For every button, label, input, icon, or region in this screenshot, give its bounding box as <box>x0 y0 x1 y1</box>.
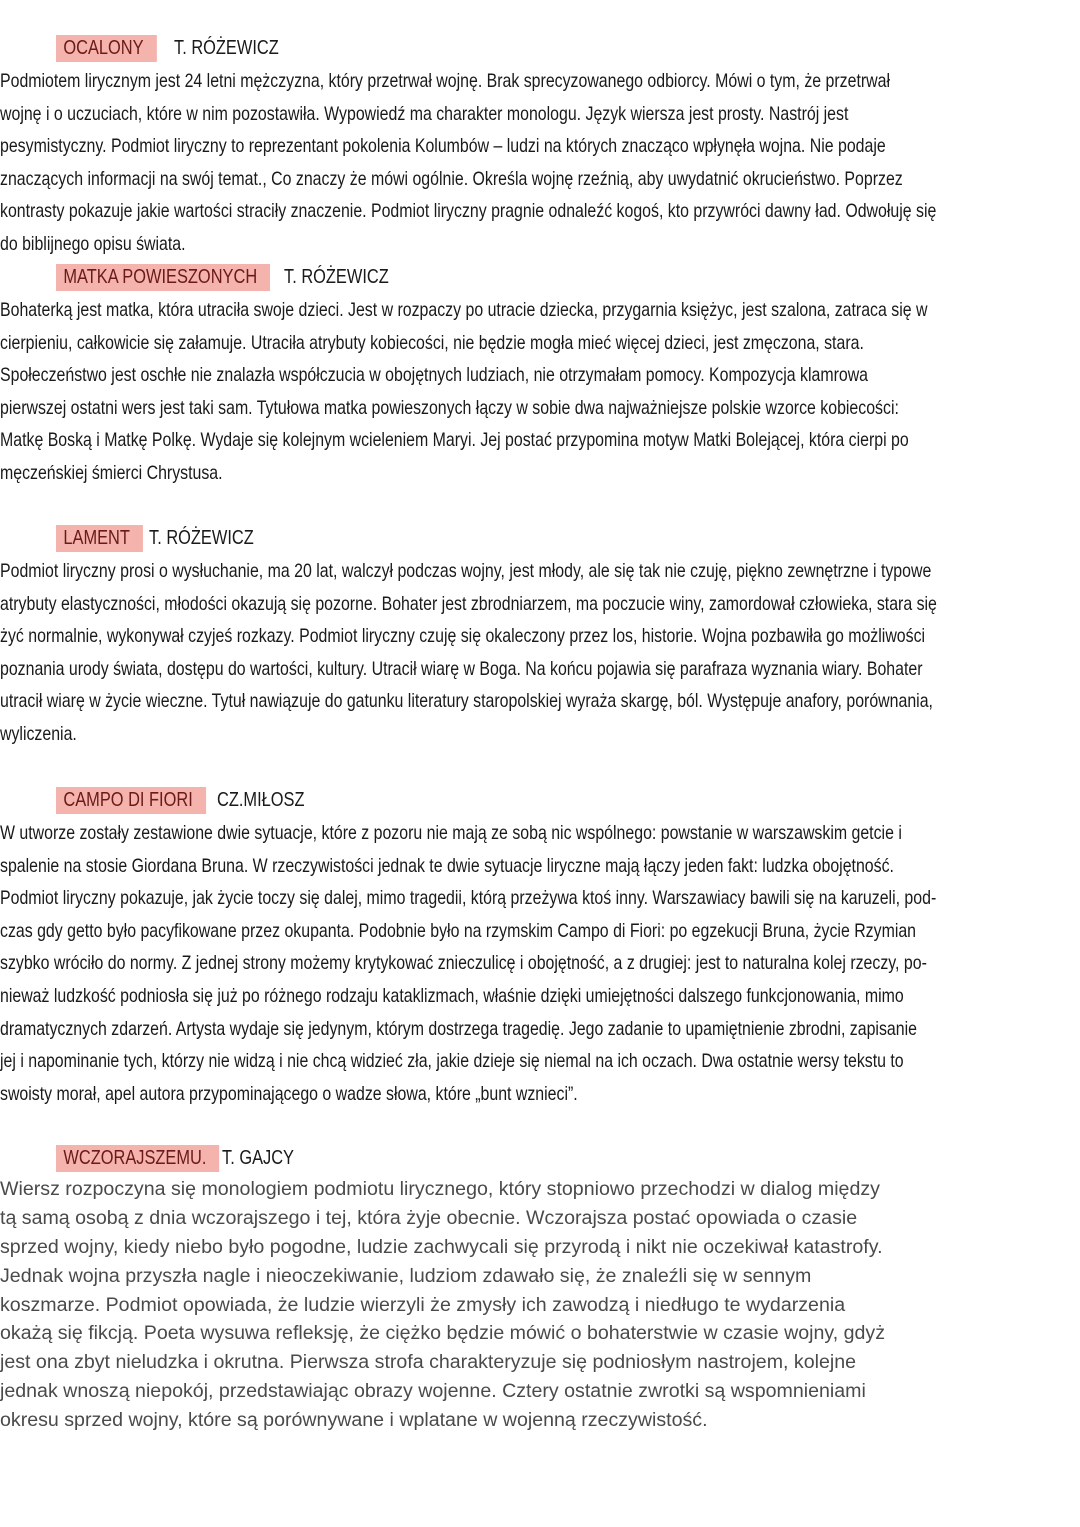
text-line: poznania urody świata, dostępu do wartości, kultury. Utracił wiarę w Boga. Na końcu pojawia się parafraza wyznania wiary. Bohater <box>0 657 923 680</box>
poem-title: LAMENT <box>56 525 143 552</box>
poem-section <box>0 33 1080 261</box>
section-heading <box>0 1143 1080 1175</box>
text-line: jest ona zbyt nieludzka i okrutna. Pierwsza strofa charakteryzuje się podniosłym nastrojem, kolejne <box>0 1351 857 1374</box>
poem-title: CAMPO DI FIORI <box>56 787 206 814</box>
text-line: swoisty morał, apel autora przypominającego o wadze słowa, które „bunt wznieci”. <box>0 1082 578 1105</box>
text-line: Jednak wojna przyszła nagle i nieoczekiwanie, ludziom zdawało się, że znaleźli się w sennym <box>0 1264 812 1287</box>
poem-title: OCALONY <box>56 35 157 62</box>
text-line: Podmiot liryczny pokazuje, jak życie toczy się dalej, mimo tragedii, którą przeżywa ktoś inny. Warszawiacy bawili się na karuzeli, pod- <box>0 887 937 910</box>
poem-author: CZ.MIŁOSZ <box>217 789 305 811</box>
text-line: wojnę i o uczuciach, które w nim pozostawiła. Wypowiedź ma charakter monologu. Język wiersza jest prosty. Nastrój jest <box>0 102 849 125</box>
text-line: nieważ ludzkość podniosła się już po różnego rodzaju kataklizmach, właśnie dzięki umiejętności dalszego funkcjonowania, mimo <box>0 984 904 1007</box>
text-line: spalenie na stosie Giordana Bruna. W rzeczywistości jednak te dwie sytuacje liryczne mają łączy jeden fakt: ludzka obojętność. <box>0 854 894 877</box>
text-line: W utworze zostały zestawione dwie sytuacje, które z pozoru nie mają ze sobą nic wspólnego: powstanie w warszawskim getcie i <box>0 822 902 844</box>
poem-title: MATKA POWIESZONYCH <box>56 264 270 291</box>
text-line: Bohaterką jest matka, która utraciła swoje dzieci. Jest w rozpaczy po utracie dziecka, przygarnia księżyc, jest szalona, zatraca się w <box>0 299 928 321</box>
poem-author: T. RÓŻEWICZ <box>284 266 389 288</box>
section-heading <box>0 523 1080 555</box>
section-body <box>0 817 1080 1110</box>
poem-section <box>0 785 1080 1110</box>
text-line: jednak wnoszą niepokój, przedstawiając obrazy wojenne. Cztery ostatnie zwrotki są wspomnieniami <box>0 1380 866 1403</box>
text-line: Matkę Boską i Matkę Polkę. Wydaje się kolejnym wcieleniem Maryi. Jej postać przypomina motyw Matki Bolejącej, która cierpi po <box>0 429 909 452</box>
poem-section <box>0 262 1080 490</box>
section-heading <box>0 785 1080 817</box>
poem-title: WCZORAJSZEMU. <box>56 1145 220 1172</box>
section-heading <box>0 33 1080 65</box>
text-line: czas gdy getto było pacyfikowane przez okupanta. Podobnie było na rzymskim Campo di Fiori: po egzekucji Bruna, życie Rzymian <box>0 919 917 942</box>
text-line: Podmiotem lirycznym jest 24 letni mężczyzna, który przetrwał wojnę. Brak sprecyzowanego odbiorcy. Mówi o tym, że przetrwał <box>0 70 891 92</box>
poem-author: T. RÓŻEWICZ <box>174 37 279 59</box>
poem-section <box>0 523 1080 751</box>
section-body <box>0 1175 1080 1435</box>
text-line: atrybuty elastyczności, młodości okazują się pozorne. Bohater jest zbrodniarzem, ma poczucie winy, zamordował człowieka, stara się <box>0 592 937 615</box>
text-line: do biblijnego opisu świata. <box>0 232 186 255</box>
text-line: utracił wiarę w życie wieczne. Tytuł nawiązuje do gatunku literatury staropolskiej wyraża skargę, ból. Występuje anafory, porównania, <box>0 690 933 713</box>
text-line: Wiersz rozpoczyna się monologiem podmiotu lirycznego, który stopniowo przechodzi w dialog między <box>0 1178 880 1200</box>
section-body <box>0 555 1080 751</box>
poem-author: T. GAJCY <box>222 1147 294 1169</box>
poem-section <box>0 1143 1080 1435</box>
text-line: szybko wróciło do normy. Z jednej strony możemy krytykować znieczulicę i obojętność, a z drugiej: jest to naturalna kolej rzeczy, po- <box>0 952 927 975</box>
text-line: dramatycznych zdarzeń. Artysta wydaje się jedynym, którym dostrzega tragedię. Jego zadanie to upamiętnienie zbrodni, zapisanie <box>0 1017 917 1040</box>
text-line: tą samą osobą z dnia wczorajszego i tej, która żyje obecnie. Wczorajsza postać opowiada o czasie <box>0 1206 858 1229</box>
text-line: męczeńskiej śmierci Chrystusa. <box>0 461 223 484</box>
text-line: pierwszej ostatni wers jest taki sam. Tytułowa matka powieszonych łączy w sobie dwa najważniejsze polskie wzorce kobiecości: <box>0 396 899 419</box>
section-body <box>0 294 1080 490</box>
text-line: okresu sprzed wojny, które są porównywane i wplatane w wojenną rzeczywistość. <box>0 1409 708 1432</box>
text-line: znaczących informacji na swój temat., Co znaczy że mówi ogólnie. Określa wojnę rzeźnią, aby uwydatnić okrucieństwo. Poprzez <box>0 167 903 190</box>
text-line: Społeczeństwo jest oschłe nie znalazła współczucia w obojętnych ludziach, nie otrzymałam pomocy. Kompozycja klamrowa <box>0 364 869 387</box>
poem-author: T. RÓŻEWICZ <box>149 527 254 549</box>
text-line: okażą się fikcją. Poeta wysuwa refleksję, że ciężko będzie mówić o bohaterstwie w czasie wojny, gdyż <box>0 1322 886 1345</box>
text-line: cierpieniu, całkowicie się załamuje. Utraciła atrybuty kobiecości, nie będzie mogła mieć więcej dzieci, jest zmęczona, stara. <box>0 331 864 354</box>
section-body <box>0 65 1080 261</box>
text-line: jej i napominanie tych, którzy nie widzą i nie chcą widzieć zła, jakie dzieje się niemal na ich oczach. Dwa ostatnie wersy tekstu to <box>0 1050 904 1073</box>
text-line: sprzed wojny, kiedy niebo było pogodne, ludzie zachwycali się przyrodą i nikt nie oczekiwał katastrofy. <box>0 1235 883 1258</box>
text-line: wyliczenia. <box>0 722 77 745</box>
section-heading <box>0 262 1080 294</box>
text-line: pesymistyczny. Podmiot liryczny to reprezentant pokolenia Kolumbów – ludzi na których znacząco wpłynęła wojna. Nie podaje <box>0 135 886 158</box>
text-line: żyć normalnie, wykonywał czyjeś rozkazy. Podmiot liryczny czuję się okaleczony przez los, historie. Wojna pozbawiła go możliwości <box>0 625 926 648</box>
text-line: Podmiot liryczny prosi o wysłuchanie, ma 20 lat, walczył podczas wojny, jest młody, ale się tak nie czuję, piękno zewnętrzne i typowe <box>0 560 932 582</box>
text-line: kontrasty pokazuje jakie wartości straciły znaczenie. Podmiot liryczny pragnie odnaleźć kogoś, kto przywróci dawny ład. Odwołuję się <box>0 200 937 223</box>
text-line: koszmarze. Podmiot opowiada, że ludzie wierzyli że zmysły ich zawodzą i niedługo te wydarzenia <box>0 1293 846 1316</box>
